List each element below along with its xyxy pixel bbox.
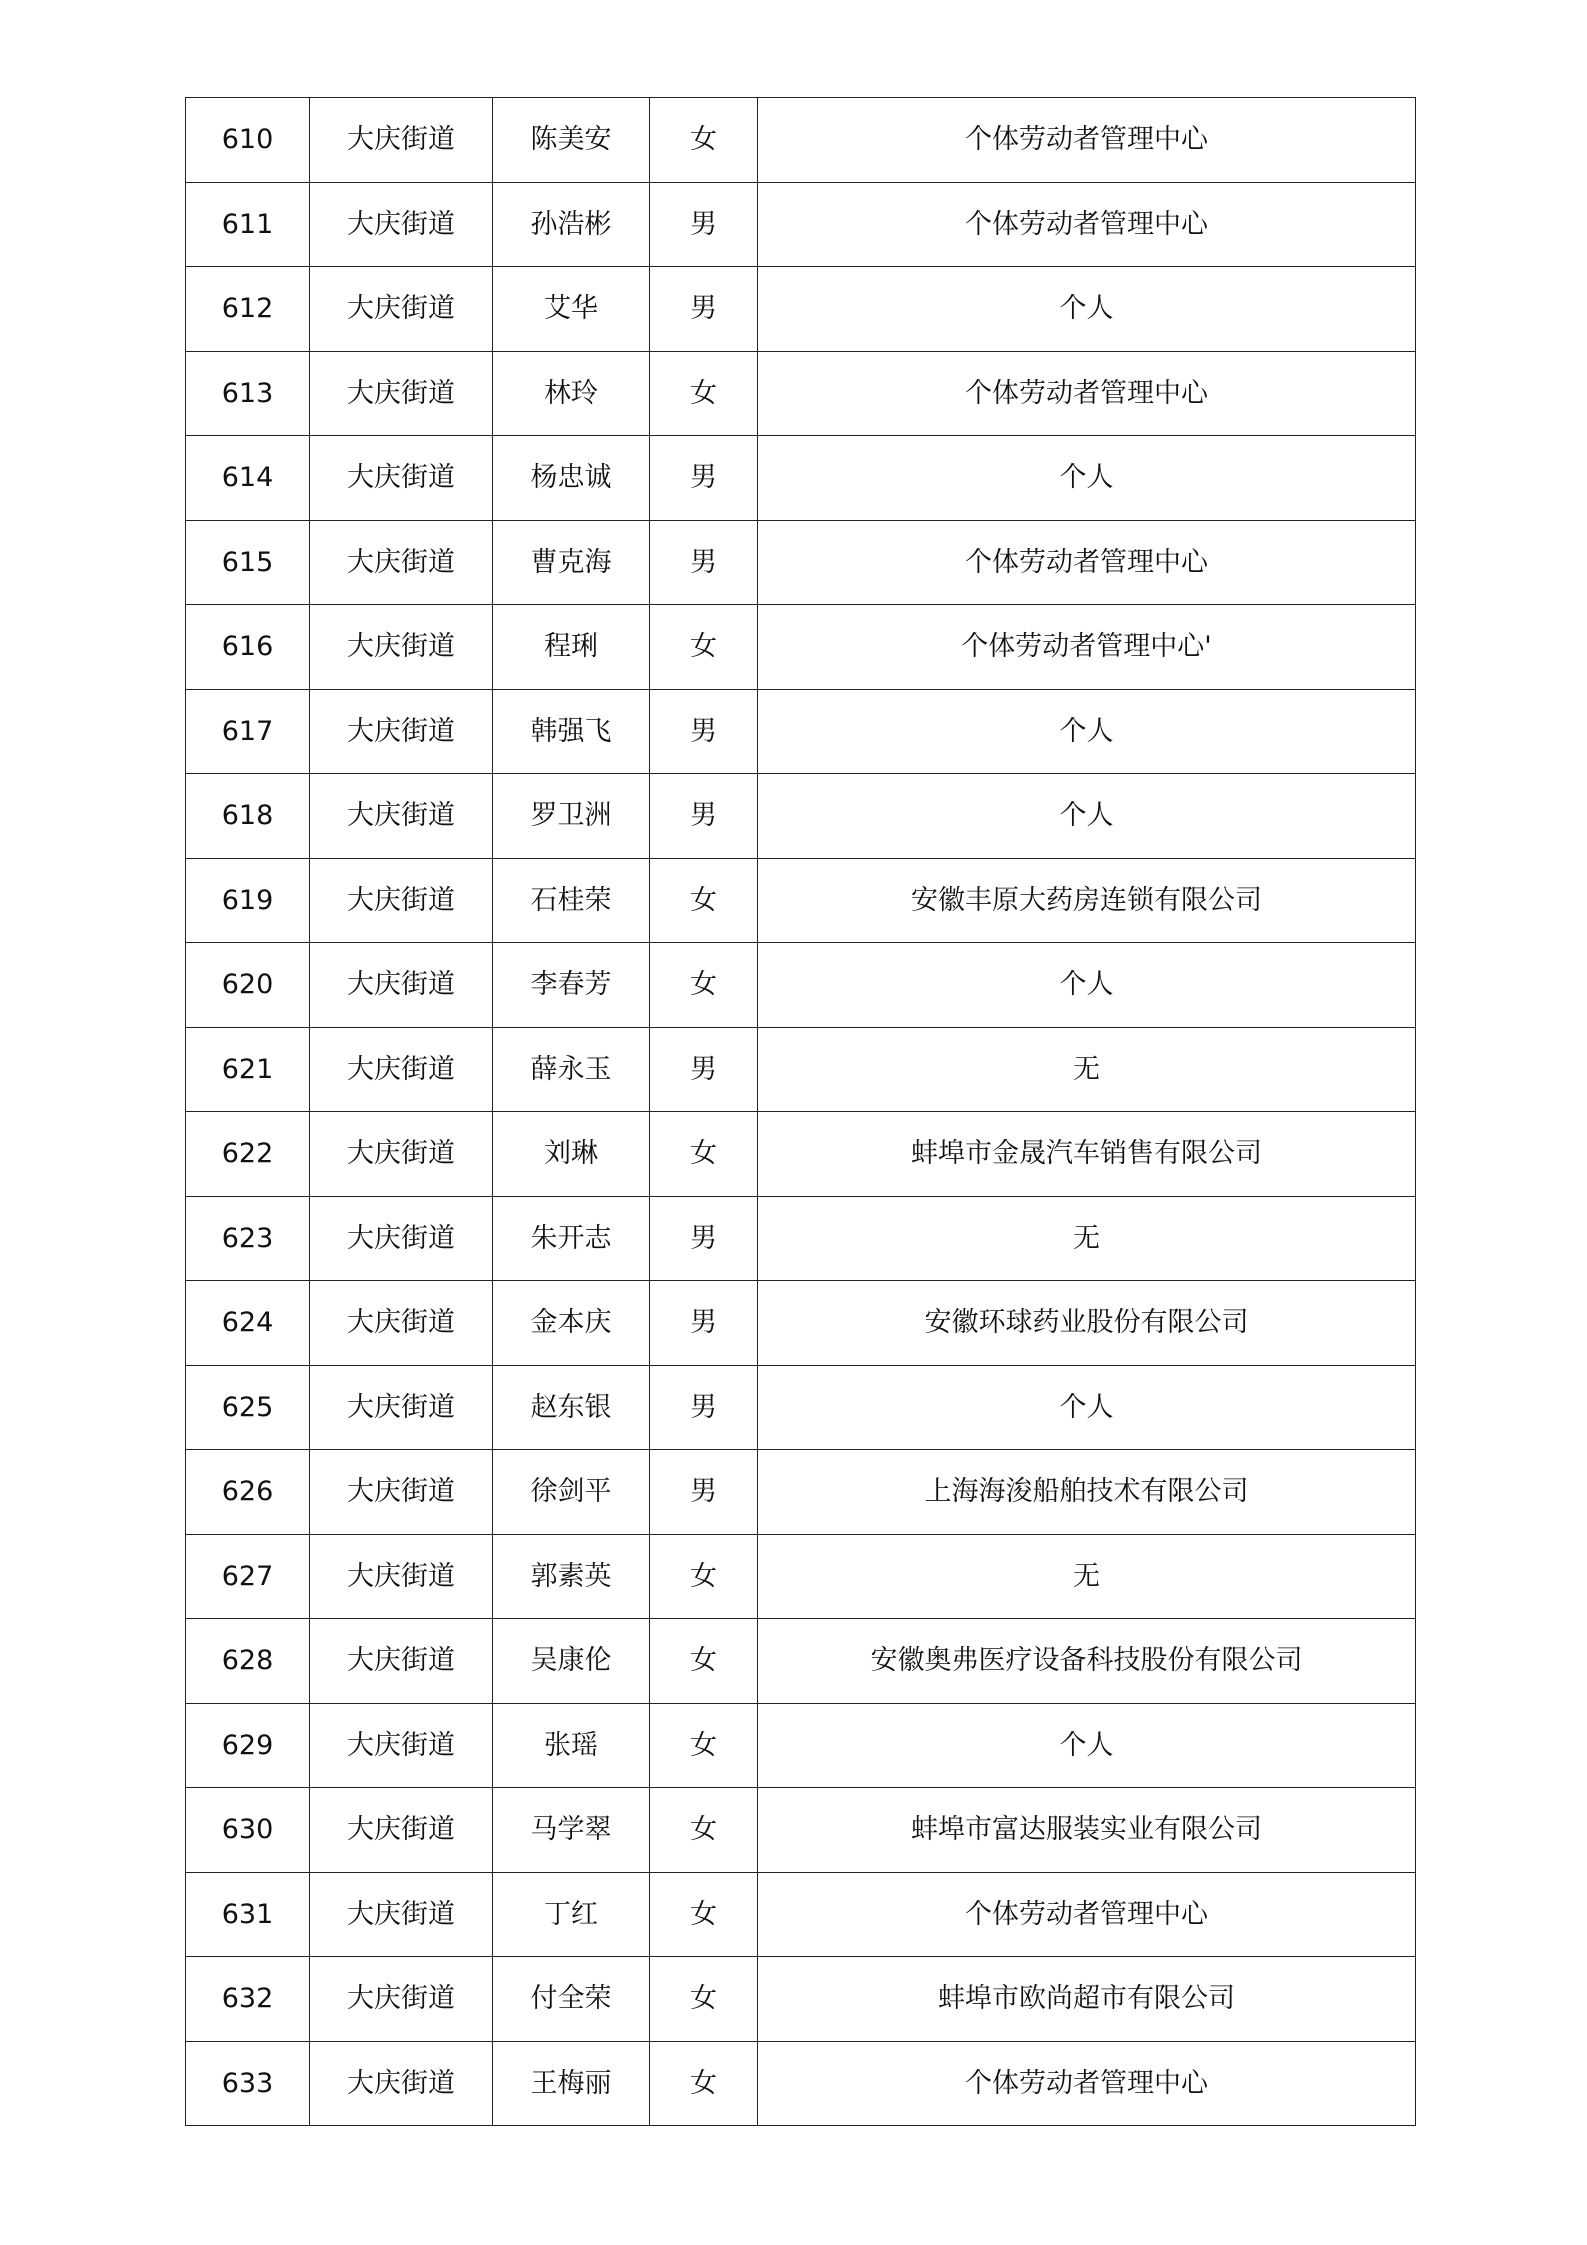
gender-cell: 女 xyxy=(650,858,758,943)
roster-body xyxy=(186,98,1416,2126)
row-number-cell: 613 xyxy=(186,351,310,436)
row-number-cell: 631 xyxy=(186,1872,310,1957)
street-cell: 大庆街道 xyxy=(310,1281,493,1366)
street-cell: 大庆街道 xyxy=(310,943,493,1028)
gender-cell: 女 xyxy=(650,1703,758,1788)
table-row xyxy=(186,182,1416,267)
table-row xyxy=(186,1196,1416,1281)
gender-cell: 男 xyxy=(650,520,758,605)
gender-cell: 男 xyxy=(650,1365,758,1450)
table-row xyxy=(186,1788,1416,1873)
gender-cell: 男 xyxy=(650,267,758,352)
table-row xyxy=(186,351,1416,436)
workplace-cell: 蚌埠市金晟汽车销售有限公司 xyxy=(758,1112,1416,1197)
workplace-cell: 安徽环球药业股份有限公司 xyxy=(758,1281,1416,1366)
gender-cell: 女 xyxy=(650,605,758,690)
table-row xyxy=(186,1112,1416,1197)
street-cell: 大庆街道 xyxy=(310,351,493,436)
workplace-cell: 个体劳动者管理中心 xyxy=(758,520,1416,605)
row-number-cell: 617 xyxy=(186,689,310,774)
street-cell: 大庆街道 xyxy=(310,1788,493,1873)
gender-cell: 男 xyxy=(650,774,758,859)
gender-cell: 女 xyxy=(650,1872,758,1957)
street-cell: 大庆街道 xyxy=(310,1450,493,1535)
name-cell: 金本庆 xyxy=(493,1281,650,1366)
row-number-cell: 622 xyxy=(186,1112,310,1197)
table-row xyxy=(186,1872,1416,1957)
workplace-cell: 个人 xyxy=(758,267,1416,352)
gender-cell: 女 xyxy=(650,351,758,436)
row-number-cell: 618 xyxy=(186,774,310,859)
row-number-cell: 620 xyxy=(186,943,310,1028)
street-cell: 大庆街道 xyxy=(310,689,493,774)
row-number-cell: 626 xyxy=(186,1450,310,1535)
table-row xyxy=(186,858,1416,943)
name-cell: 赵东银 xyxy=(493,1365,650,1450)
row-number-cell: 619 xyxy=(186,858,310,943)
street-cell: 大庆街道 xyxy=(310,605,493,690)
street-cell: 大庆街道 xyxy=(310,1619,493,1704)
workplace-cell: 个人 xyxy=(758,436,1416,521)
row-number-cell: 627 xyxy=(186,1534,310,1619)
row-number-cell: 625 xyxy=(186,1365,310,1450)
table-row xyxy=(186,267,1416,352)
workplace-cell: 个体劳动者管理中心 xyxy=(758,182,1416,267)
gender-cell: 女 xyxy=(650,943,758,1028)
workplace-cell: 个体劳动者管理中心 xyxy=(758,1872,1416,1957)
gender-cell: 男 xyxy=(650,182,758,267)
table-row xyxy=(186,1450,1416,1535)
name-cell: 韩强飞 xyxy=(493,689,650,774)
table-row xyxy=(186,520,1416,605)
row-number-cell: 628 xyxy=(186,1619,310,1704)
workplace-cell: 无 xyxy=(758,1534,1416,1619)
workplace-cell: 无 xyxy=(758,1027,1416,1112)
row-number-cell: 612 xyxy=(186,267,310,352)
name-cell: 郭素英 xyxy=(493,1534,650,1619)
workplace-cell: 个人 xyxy=(758,1703,1416,1788)
workplace-cell: 上海海浚船舶技术有限公司 xyxy=(758,1450,1416,1535)
table-row xyxy=(186,1619,1416,1704)
street-cell: 大庆街道 xyxy=(310,98,493,183)
gender-cell: 女 xyxy=(650,1957,758,2042)
gender-cell: 女 xyxy=(650,1112,758,1197)
table-row xyxy=(186,605,1416,690)
row-number-cell: 615 xyxy=(186,520,310,605)
name-cell: 曹克海 xyxy=(493,520,650,605)
table-row xyxy=(186,1703,1416,1788)
gender-cell: 女 xyxy=(650,98,758,183)
table-row xyxy=(186,436,1416,521)
gender-cell: 男 xyxy=(650,1196,758,1281)
workplace-cell: 个体劳动者管理中心 xyxy=(758,98,1416,183)
workplace-cell: 个体劳动者管理中心' xyxy=(758,605,1416,690)
table-row xyxy=(186,689,1416,774)
street-cell: 大庆街道 xyxy=(310,1112,493,1197)
name-cell: 艾华 xyxy=(493,267,650,352)
name-cell: 马学翠 xyxy=(493,1788,650,1873)
street-cell: 大庆街道 xyxy=(310,1534,493,1619)
name-cell: 刘琳 xyxy=(493,1112,650,1197)
row-number-cell: 633 xyxy=(186,2041,310,2126)
name-cell: 罗卫洲 xyxy=(493,774,650,859)
name-cell: 张瑶 xyxy=(493,1703,650,1788)
table-row xyxy=(186,1534,1416,1619)
table-row xyxy=(186,1957,1416,2042)
name-cell: 付全荣 xyxy=(493,1957,650,2042)
name-cell: 王梅丽 xyxy=(493,2041,650,2126)
street-cell: 大庆街道 xyxy=(310,1027,493,1112)
name-cell: 孙浩彬 xyxy=(493,182,650,267)
name-cell: 吴康伦 xyxy=(493,1619,650,1704)
name-cell: 薛永玉 xyxy=(493,1027,650,1112)
row-number-cell: 614 xyxy=(186,436,310,521)
table-row xyxy=(186,1365,1416,1450)
table-row xyxy=(186,943,1416,1028)
gender-cell: 女 xyxy=(650,1619,758,1704)
name-cell: 徐剑平 xyxy=(493,1450,650,1535)
name-cell: 陈美安 xyxy=(493,98,650,183)
workplace-cell: 个体劳动者管理中心 xyxy=(758,2041,1416,2126)
table-row xyxy=(186,1027,1416,1112)
name-cell: 李春芳 xyxy=(493,943,650,1028)
workplace-cell: 蚌埠市富达服装实业有限公司 xyxy=(758,1788,1416,1873)
row-number-cell: 610 xyxy=(186,98,310,183)
name-cell: 丁红 xyxy=(493,1872,650,1957)
row-number-cell: 611 xyxy=(186,182,310,267)
gender-cell: 男 xyxy=(650,1027,758,1112)
roster-table xyxy=(185,97,1416,2126)
workplace-cell: 个体劳动者管理中心 xyxy=(758,351,1416,436)
gender-cell: 女 xyxy=(650,1788,758,1873)
name-cell: 程琍 xyxy=(493,605,650,690)
table-row xyxy=(186,2041,1416,2126)
street-cell: 大庆街道 xyxy=(310,267,493,352)
name-cell: 朱开志 xyxy=(493,1196,650,1281)
street-cell: 大庆街道 xyxy=(310,520,493,605)
workplace-cell: 个人 xyxy=(758,943,1416,1028)
name-cell: 杨忠诚 xyxy=(493,436,650,521)
workplace-cell: 安徽奥弗医疗设备科技股份有限公司 xyxy=(758,1619,1416,1704)
row-number-cell: 624 xyxy=(186,1281,310,1366)
workplace-cell: 无 xyxy=(758,1196,1416,1281)
gender-cell: 女 xyxy=(650,2041,758,2126)
name-cell: 石桂荣 xyxy=(493,858,650,943)
workplace-cell: 安徽丰原大药房连锁有限公司 xyxy=(758,858,1416,943)
row-number-cell: 623 xyxy=(186,1196,310,1281)
workplace-cell: 个人 xyxy=(758,774,1416,859)
row-number-cell: 630 xyxy=(186,1788,310,1873)
name-cell: 林玲 xyxy=(493,351,650,436)
gender-cell: 男 xyxy=(650,1281,758,1366)
gender-cell: 男 xyxy=(650,436,758,521)
street-cell: 大庆街道 xyxy=(310,1872,493,1957)
street-cell: 大庆街道 xyxy=(310,1703,493,1788)
gender-cell: 男 xyxy=(650,689,758,774)
workplace-cell: 个人 xyxy=(758,689,1416,774)
row-number-cell: 621 xyxy=(186,1027,310,1112)
table-row xyxy=(186,774,1416,859)
street-cell: 大庆街道 xyxy=(310,2041,493,2126)
workplace-cell: 个人 xyxy=(758,1365,1416,1450)
street-cell: 大庆街道 xyxy=(310,1196,493,1281)
gender-cell: 男 xyxy=(650,1450,758,1535)
street-cell: 大庆街道 xyxy=(310,858,493,943)
row-number-cell: 629 xyxy=(186,1703,310,1788)
street-cell: 大庆街道 xyxy=(310,436,493,521)
street-cell: 大庆街道 xyxy=(310,1957,493,2042)
table-row xyxy=(186,1281,1416,1366)
street-cell: 大庆街道 xyxy=(310,1365,493,1450)
street-cell: 大庆街道 xyxy=(310,774,493,859)
row-number-cell: 632 xyxy=(186,1957,310,2042)
table-row xyxy=(186,98,1416,183)
gender-cell: 女 xyxy=(650,1534,758,1619)
row-number-cell: 616 xyxy=(186,605,310,690)
street-cell: 大庆街道 xyxy=(310,182,493,267)
workplace-cell: 蚌埠市欧尚超市有限公司 xyxy=(758,1957,1416,2042)
